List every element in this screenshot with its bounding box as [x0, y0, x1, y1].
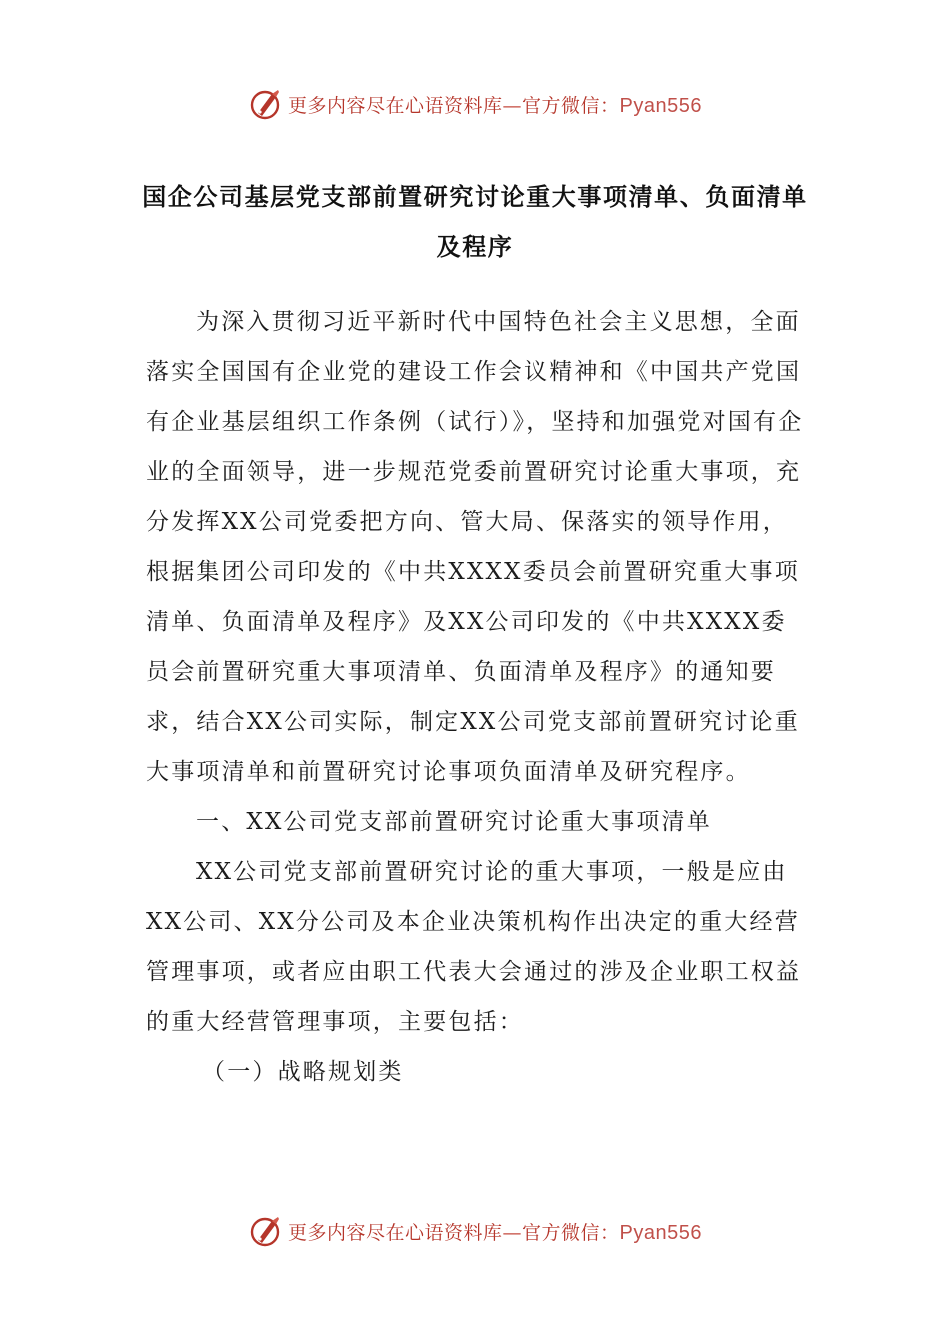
section-1-paragraph: XX公司党支部前置研究讨论的重大事项，一般是应由XX公司、XX分公司及本企业决策机构作出决定的重大经营管理事项，或者应由职工代表大会通过的涉及企业职工权益的重大经营管理事项，主要包括：	[146, 859, 802, 1035]
pen-nib-circle-icon	[248, 1213, 284, 1249]
document-title: 国企公司基层党支部前置研究讨论重大事项清单、负面清单及程序	[142, 182, 808, 261]
footer-banner-main-text: 更多内容尽在心语资料库	[288, 1221, 503, 1244]
intro-paragraph: 为深入贯彻习近平新时代中国特色社会主义思想，全面落实全国国有企业党的建设工作会议精神和《中国共产党国有企业基层组织工作条例（试行）》，坚持和加强党对国有企业的全面领导，进一步规范党委前置研究讨论重大事项，充分发挥XX公司党委把方向、管大局、保落实的领导作用，根据集团公司印发的《中共XXXX委员会前置研究重大事项清单、负面清单及程序》及XX公司印发的《中共XXXX委员会前置研究重大事项清单、负面清单及程序》的通知要求，结合XX公司实际，制定XX公司党支部前置研究讨论重大事项清单和前置研究讨论事项负面清单及研究程序。	[146, 309, 804, 785]
section-heading-1: 一、XX公司党支部前置研究讨论重大事项清单	[196, 809, 712, 835]
banner-wechat-label: 官方微信：	[522, 94, 620, 117]
footer-banner-wechat-id: Pyan556	[619, 1221, 702, 1244]
banner-content	[248, 86, 702, 122]
document-body	[146, 297, 806, 1097]
footer-banner-content	[248, 1213, 702, 1249]
pen-nib-circle-icon	[248, 86, 284, 122]
banner-dash: —	[502, 94, 523, 117]
subsection-heading-1: （一）战略规划类	[202, 1059, 404, 1085]
footer-banner-wechat-label: 官方微信：	[522, 1221, 620, 1244]
footer-banner-dash: —	[502, 1221, 523, 1244]
banner-text	[288, 91, 702, 118]
footer-banner	[0, 1211, 950, 1251]
banner-main-text: 更多内容尽在心语资料库	[288, 94, 503, 117]
header-banner	[0, 84, 950, 124]
banner-wechat-id: Pyan556	[619, 94, 702, 117]
footer-banner-text	[288, 1218, 702, 1245]
